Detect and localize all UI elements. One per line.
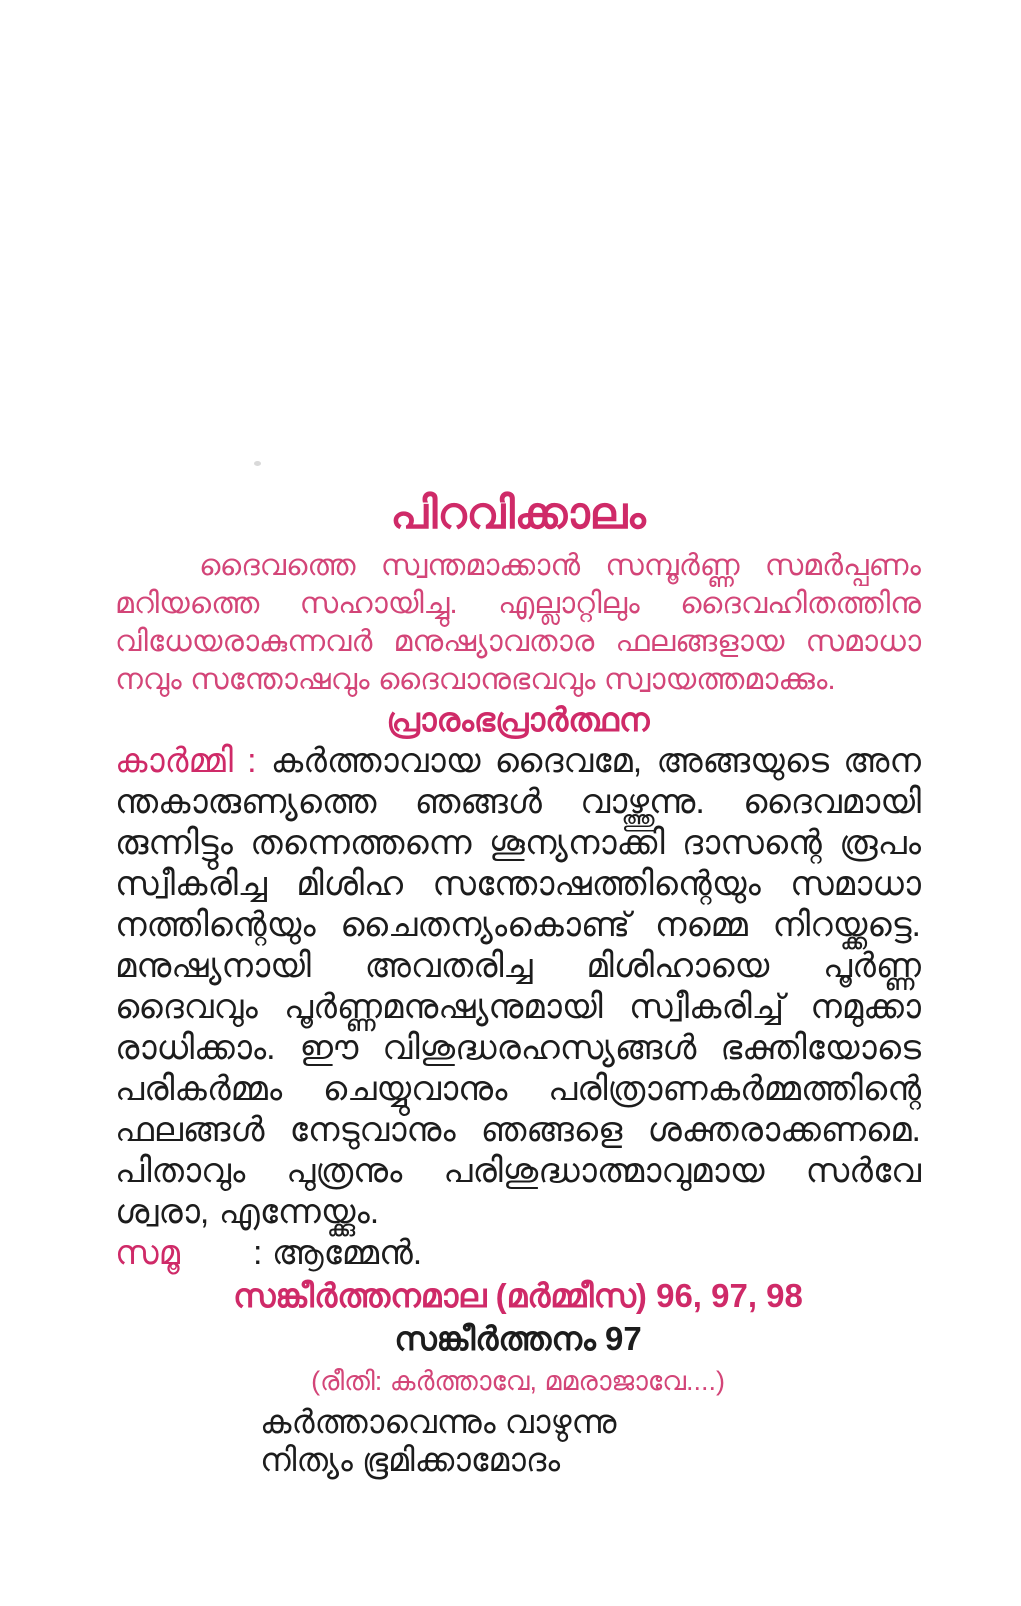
colon-separator: : (247, 742, 257, 780)
prayer-line: ന്തകാരുണ്യത്തെ ഞങ്ങൾ വാഴ്ത്തുന്നു. ദൈവമായി (115, 783, 921, 821)
verse-line: നിത്യം ഭൂമിക്കാമോദം (260, 1441, 561, 1478)
prayer-paragraph (115, 741, 921, 1233)
scan-artifact-dot (254, 461, 261, 466)
response-row (115, 1233, 921, 1274)
colon-separator: : (253, 1234, 263, 1272)
prayer-line: ഫലങ്ങൾ നേടുവാനും ഞങ്ങളെ ശക്തരാക്കണമെ. (115, 1111, 921, 1149)
intro-paragraph (115, 547, 921, 699)
response-text: ആമ്മേൻ. (271, 1234, 423, 1272)
page-column (115, 488, 921, 1479)
intro-line: നവും സന്തോഷവും ദൈവാനുഭവവും സ്വായത്തമാക്കും. (115, 663, 836, 696)
intro-line: മറിയത്തെ സഹായിച്ചു. എല്ലാറ്റിലും ദൈവഹിതത്തിനു (115, 587, 921, 620)
verse-lines (115, 1403, 921, 1479)
prayer-line: രുന്നിട്ടും തന്നെത്തന്നെ ശൂന്യനാക്കി ദാസന്റെ രൂപം (115, 824, 921, 862)
intro-line: വിധേയരാകുന്നവർ മനുഷ്യാവതാര ഫലങ്ങളായ സമാധാ (115, 625, 921, 658)
verse-line: കർത്താവെന്നും വാഴുന്നു (260, 1403, 617, 1440)
prayer-line: പരികർമ്മം ചെയ്യുവാനും പരിത്രാണകർമ്മത്തിന്റെ (115, 1070, 921, 1108)
prayer-line: മനുഷ്യനായി അവതരിച്ച മിശിഹായെ പൂർണ്ണ (115, 947, 921, 985)
prayer-line: ശ്വരാ, എന്നേയ്ക്കും. (115, 1193, 380, 1231)
intro-line: ദൈവത്തെ സ്വന്തമാക്കാൻ സമ്പൂർണ്ണ സമർപ്പണം (199, 549, 921, 582)
prayer-line: ദൈവവും പൂർണ്ണമനുഷ്യനുമായി സ്വീകരിച്ച് നമുക്കാ (115, 988, 921, 1026)
tune-note: (രീതി: കർത്താവേ, മമരാജാവേ....) (311, 1366, 725, 1396)
season-title: പിറവിക്കാലം (390, 489, 646, 538)
prayer-line (115, 741, 921, 782)
psalm-heading: സങ്കീർത്തനം 97 (394, 1320, 642, 1357)
prayer-line: സ്വീകരിച്ച മിശിഹ സന്തോഷത്തിന്റെയും സമാധാ (115, 865, 921, 903)
prayer-line: പിതാവും പുത്രനും പരിശുദ്ധാത്മാവുമായ സർവേ (115, 1152, 921, 1190)
prayer-line: രാധിക്കാം. ഈ വിശുദ്ധരഹസ്യങ്ങൾ ഭക്തിയോടെ (115, 1029, 921, 1067)
prayer-line-text: കർത്താവായ ദൈവമേ, അങ്ങയുടെ അന (270, 742, 921, 780)
section-heading-opening-prayer: പ്രാരംഭപ്രാർത്ഥന (386, 701, 650, 738)
speaker-label-celebrant: കാർമ്മി (115, 742, 233, 780)
prayer-line: നത്തിന്റെയും ചൈതന്യംകൊണ്ട് നമ്മെ നിറയ്ക്കട്ടെ. (115, 906, 921, 944)
psalm-series-title: സങ്കീർത്തനമാല (മർമ്മീസ) 96, 97, 98 (233, 1277, 803, 1314)
speaker-label-community: സമൂ (115, 1234, 180, 1272)
